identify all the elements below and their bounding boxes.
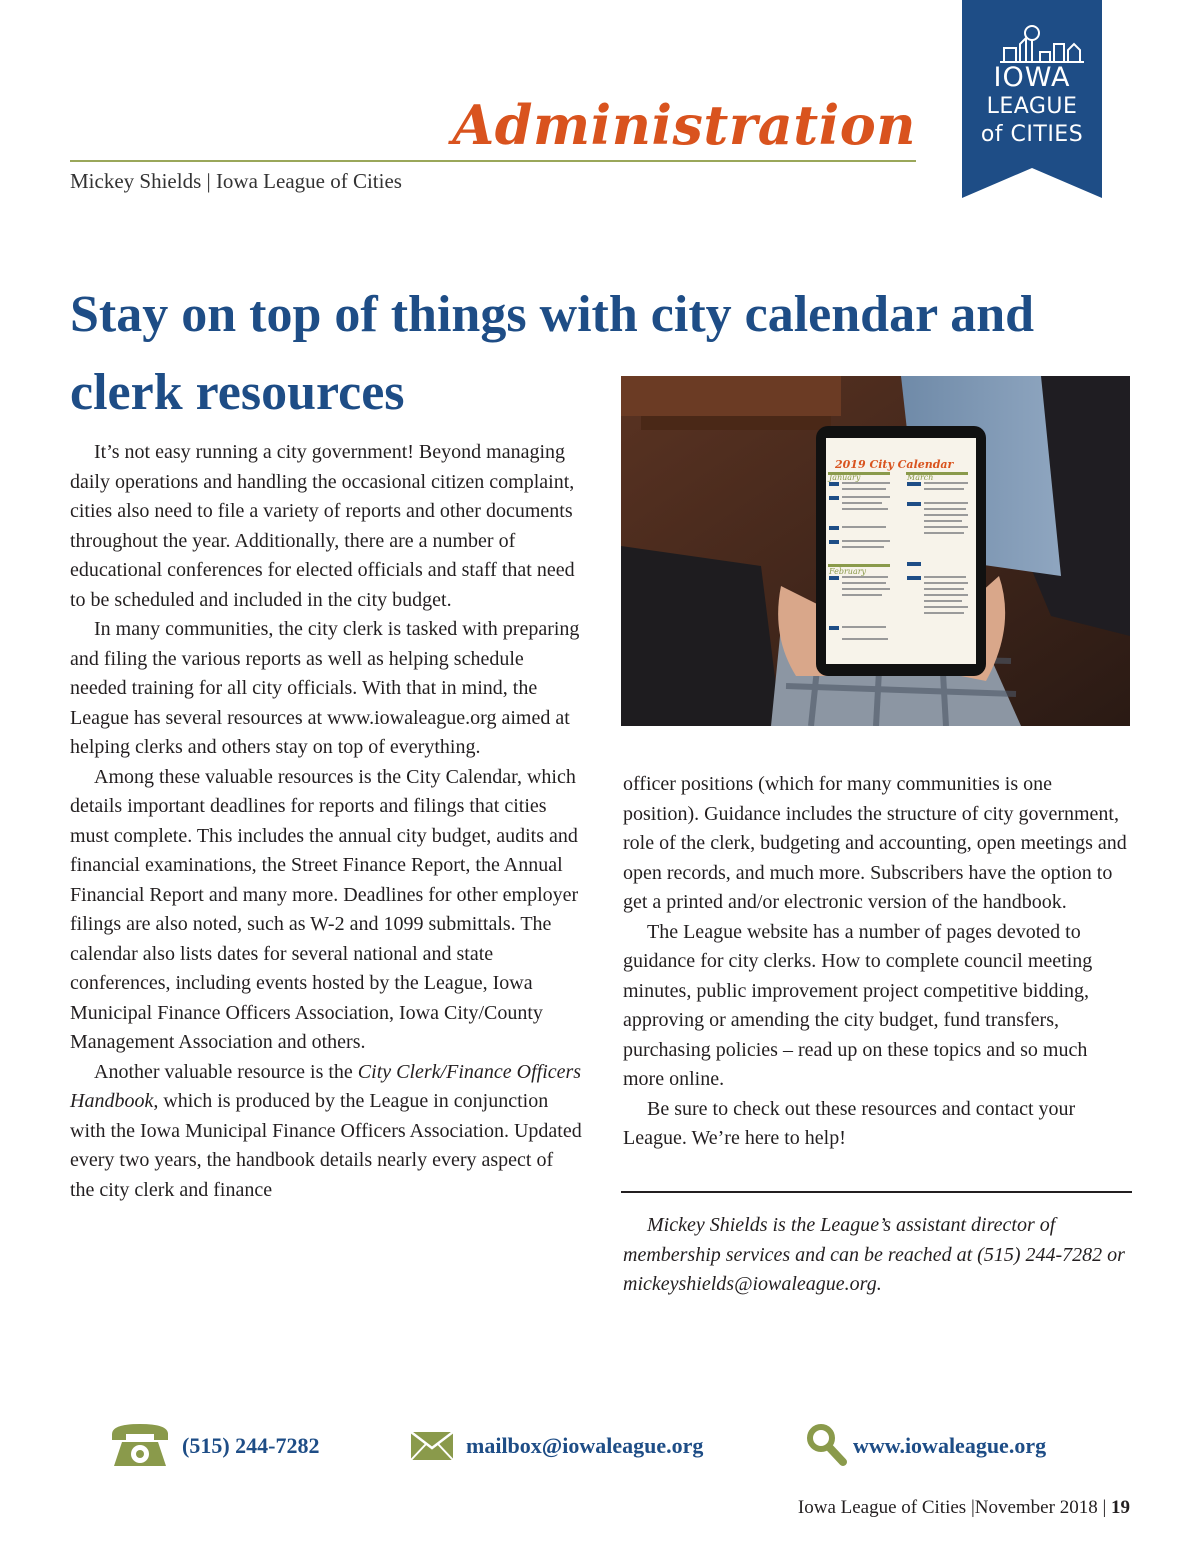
tablet-month-march: March (907, 473, 934, 482)
footer-email[interactable] (410, 1420, 750, 1476)
iowa-league-badge (962, 0, 1102, 198)
paragraph: In many communities, the city clerk is tasked with preparing and filing the various reports as well as helping schedule needed training for all city officials. With that in mind, the League has several resources at www.iowaleague.org aimed at helping clerks and others stay on top of everything. (70, 618, 580, 758)
author-note: Mickey Shields is the League’s assistant director of membership services and can be reached at (515) 244-7282 or mickeyshields@iowaleague.org. (623, 1214, 1125, 1295)
telephone-icon (108, 1420, 172, 1468)
section-title: Administration (452, 93, 916, 157)
tablet-month-february: February (829, 567, 867, 576)
paragraph: Be sure to check out these resources and contact your League. We’re here to help! (623, 1097, 1076, 1149)
byline: Mickey Shields | Iowa League of Cities (70, 169, 402, 193)
handbook-title: City Clerk/Finance Officers Handbook (70, 1060, 582, 1112)
page-footer (798, 1497, 1130, 1519)
paragraph-handbook: Another valuable resource is the City Clerk/Finance Officers Handbook, which is produced by the League in conjunction with the Iowa Municipal Finance Officers Association. Updated every two years, the handbook details nearly every aspect of the city clerk and finance (70, 1060, 582, 1201)
paragraph-continuation: officer positions (which for many communities is one position). Guidance includes the structure of city government, role of the clerk, budgeting and accounting, open meetings and open records, and much more. Subscribers have the option to get a printed and/or electronic version of the handbook. (623, 773, 1127, 913)
badge-line-cities: of CITIES (980, 122, 1084, 147)
envelope-icon (410, 1428, 454, 1468)
section-divider (70, 160, 916, 162)
footer-website[interactable] (805, 1420, 1085, 1476)
badge-line-iowa: IOWA (993, 62, 1071, 93)
author-note-divider (621, 1191, 1132, 1193)
tablet-photo (621, 376, 1130, 726)
footer-website-text: www.iowaleague.org (853, 1433, 1047, 1458)
paragraph: Among these valuable resources is the City Calendar, which details important deadlines for reports and filings that cities must complete. This includes the annual city budget, audits and financial examinations, the Street Finance Report, the Annual Financial Report and many more. Deadlines for other employer filings are also noted, such as W-2 and 1099 submittals. The calendar also lists dates for several national and state conferences, including events hosted by the League, Iowa Municipal Finance Officers Association, Iowa City/County Management Association and others. (70, 765, 579, 1053)
page-footer-info: Iowa League of Cities |November 2018 | (797, 1497, 1107, 1518)
article-left-column (70, 438, 582, 1205)
tablet-month-january: January (829, 473, 861, 482)
paragraph: It’s not easy running a city government! Beyond managing daily operations and handling the occasional citizen complaint, cities also need to file a variety of reports and other documents throughout the year. Additionally, there are a number of educational conferences for elected officials and staff that need to be scheduled and included in the city budget. (70, 441, 575, 611)
footer-phone[interactable] (108, 1420, 348, 1476)
article-headline: Stay on top of things with city calendar and clerk resources (70, 286, 1035, 421)
tablet-calendar-title: 2019 City Calendar (835, 458, 954, 471)
paragraph: The League website has a number of pages devoted to guidance for city clerks. How to complete council meeting minutes, public improvement project competitive bidding, approving or amending the city budget, fund transfers, purchasing policies – read up on these topics and so much more online. (623, 920, 1093, 1090)
badge-line-league: LEAGUE (986, 94, 1078, 119)
magnifier-icon (805, 1422, 847, 1466)
article-right-column (623, 770, 1131, 1154)
page-number: 19 (1111, 1497, 1130, 1518)
footer-email-text: mailbox@iowaleague.org (466, 1433, 704, 1458)
footer-phone-text: (515) 244-7282 (182, 1433, 320, 1458)
